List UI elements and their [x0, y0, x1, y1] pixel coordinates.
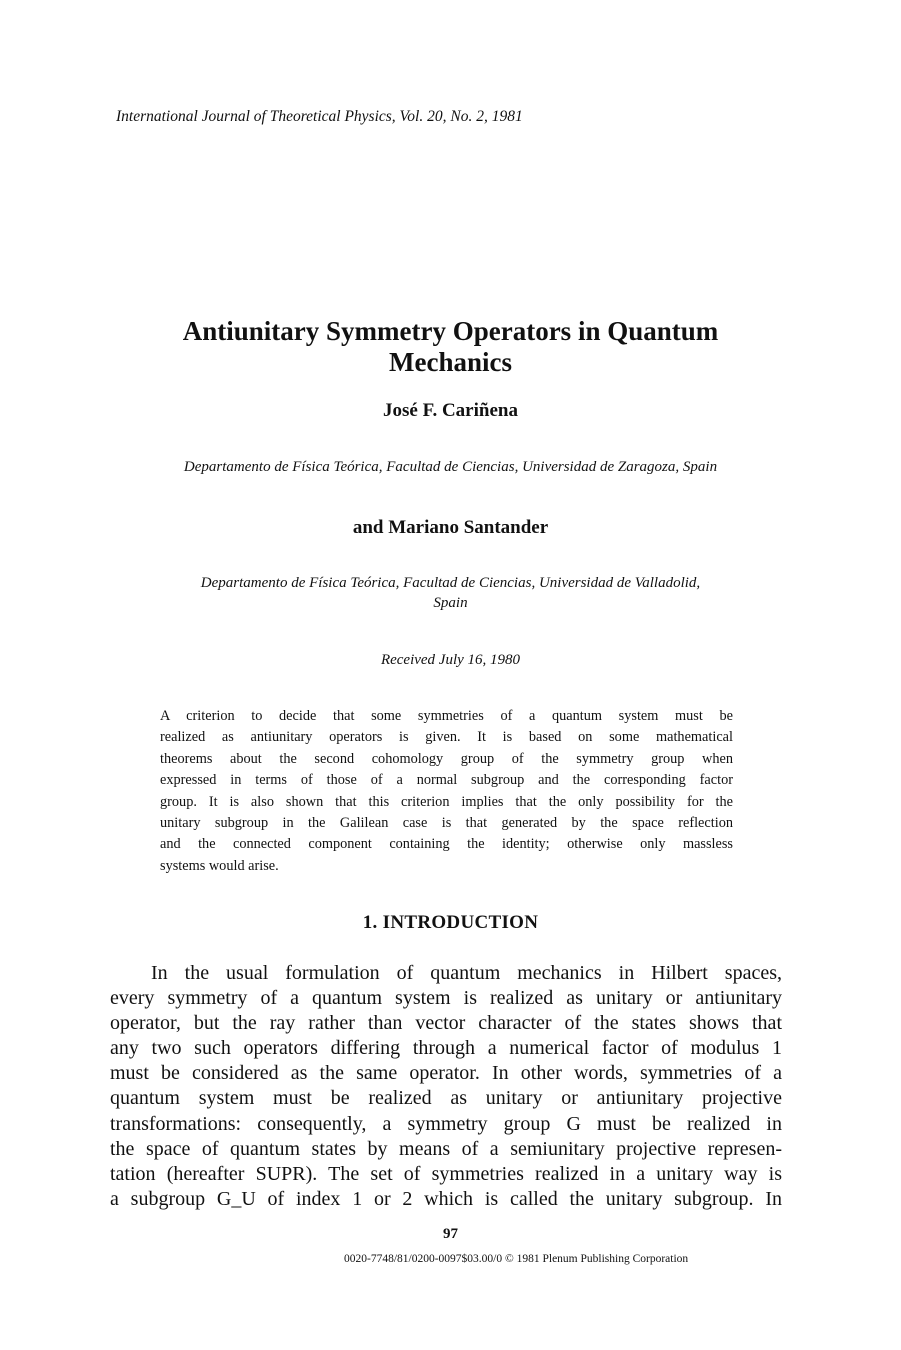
abstract-line: and the connected component containing the identity; otherwise only massless	[160, 836, 733, 853]
body-line: a subgroup G_U of index 1 or 2 which is called the unitary subgroup. In	[110, 1187, 782, 1210]
abstract	[160, 706, 733, 877]
title-line-1: Antiunitary Symmetry Operators in Quantum	[182, 316, 719, 346]
affiliation-2-line-1: Departamento de Física Teórica, Facultad de Ciencias, Universidad de Valladolid,	[200, 575, 701, 591]
page-number: 97	[443, 1226, 458, 1242]
section-heading: 1. INTRODUCTION	[362, 912, 539, 933]
body-line: tation (hereafter SUPR). The set of symmetries realized in a unitary way is	[110, 1162, 782, 1185]
section-body	[110, 961, 782, 1212]
abstract-line: expressed in terms of those of a normal subgroup and the corresponding factor	[160, 772, 733, 789]
body-line: operator, but the ray rather than vector character of the states shows that	[110, 1012, 782, 1035]
received-date: Received July 16, 1980	[380, 652, 521, 668]
abstract-line: realized as antiunitary operators is given. It is based on some mathematical	[160, 729, 733, 746]
body-line: any two such operators differing through a numerical factor of modulus 1	[110, 1037, 782, 1060]
author-1: José F. Cariñena	[383, 400, 518, 421]
abstract-line: theorems about the second cohomology group of the symmetry group when	[160, 750, 733, 767]
abstract-line: group. It is also shown that this criterion implies that the only possibility for the	[160, 793, 733, 810]
abstract-line: unitary subgroup in the Galilean case is that generated by the space reflection	[160, 815, 733, 832]
body-line: quantum system must be realized as unitary or antiunitary projective	[110, 1087, 782, 1110]
author-2: and Mariano Santander	[352, 517, 549, 538]
paper-title	[0, 316, 901, 378]
affiliation-1: Departamento de Física Teórica, Facultad de Ciencias, Universidad de Zaragoza, Spain	[183, 459, 718, 475]
affiliation-2	[0, 573, 901, 613]
body-line: must be considered as the same operator. In other words, symmetries of a	[110, 1062, 782, 1085]
abstract-line: systems would arise.	[160, 857, 279, 874]
body-line: In the usual formulation of quantum mechanics in Hilbert spaces,	[151, 962, 782, 984]
copyright-line: 0020-7748/81/0200-0097$03.00/0 © 1981 Plenum Publishing Corporation	[344, 1253, 689, 1265]
body-line: every symmetry of a quantum system is realized as unitary or antiunitary	[110, 987, 782, 1010]
journal-citation: International Journal of Theoretical Physics, Vol. 20, No. 2, 1981	[116, 108, 523, 125]
abstract-line: A criterion to decide that some symmetries of a quantum system must be	[160, 708, 733, 724]
body-line: the space of quantum states by means of a semiunitary projective represen-	[110, 1137, 782, 1160]
title-line-2: Mechanics	[389, 347, 512, 377]
body-line: transformations: consequently, a symmetry group G must be realized in	[110, 1112, 782, 1135]
affiliation-2-line-2: Spain	[433, 595, 468, 611]
